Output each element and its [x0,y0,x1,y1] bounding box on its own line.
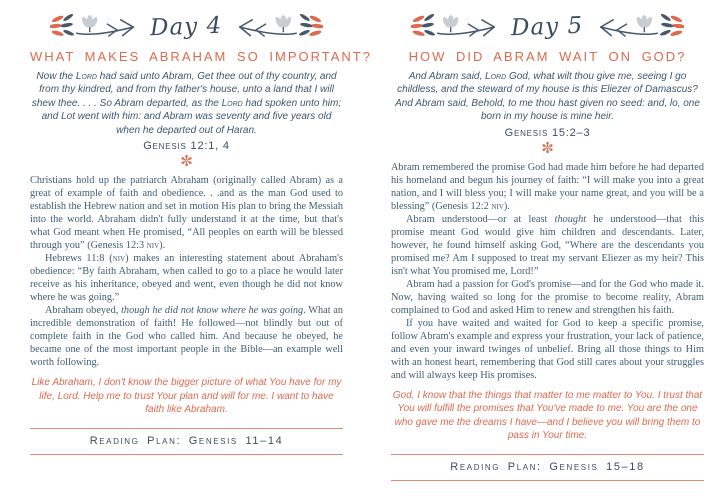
star-icon: ✼ [541,140,554,157]
leaf-arrow-ornament-left [50,13,138,42]
leaf-arrow-ornament-left [411,13,499,42]
paragraph: Abraham obeyed, though he did not know where he was going. What an incredible demonstration of faith! He followed—not blindly but out of complete faith in the God who called him. And because he obeyed, he became one of the most important people in the Bible—an example well worth following. [30,305,343,369]
page-left [30,10,372,504]
paragraph: Hebrews 11:8 (niv) makes an interesting statement about Abraham's obedience: “By faith Abraham, when called to go to a place he would later receive as his inheritance, obeyed and went, even though he did not know where he was going.” [30,253,343,304]
day-number: Day 4 [150,12,223,42]
page-title: WHAT MAKES ABRAHAM SO IMPORTANT? [30,49,372,64]
paragraph: Christians hold up the patriarch Abraham (originally called Abram) as a great of example of faith and obedience. . .and as the man God used to establish the Hebrew nation and set in motion His plan to bring the Messiah into the world. Abraham didn't fully understand it at the time, but that's what God meant when He promised, “All peoples on earth will be blessed through you” (Genesis 12:3 niv). [30,175,343,252]
prayer-text: God, I know that the things that matter to me matter to You. I trust that You will fulfill the promises that You've made to me. You are the one who gave me the dreams I have—and I believe you will bring them to pass in Your time. [392,389,703,442]
scripture-reference: Genesis 15:2–3 [504,126,591,139]
body-text [30,174,343,369]
leaf-arrow-ornament-right [596,13,684,42]
day-header [30,12,343,42]
reading-plan: Reading Plan: Genesis 11–14 [30,428,343,455]
prayer-text: Like Abraham, I don't know the bigger picture of what You have for my life, Lord. Help me to trust Your plan and will for me. I want to have faith like Abraham. [31,377,342,416]
scripture-quote: Now the Lord had said unto Abram, Get thee out of thy country, and from thy kindred, and from thy father's house, unto a land that I will shew thee. . . . So Abram departed, as the Lord had spoken unto him; and Lot went with him: and Abram was seventy and five years old when he departed out of Haran. [31,71,342,136]
leaf-arrow-ornament-right [235,13,323,42]
page-right [391,10,704,504]
reading-plan: Reading Plan: Genesis 15–18 [391,454,704,481]
scripture-reference: Genesis 12:1, 4 [143,140,230,153]
page-title: HOW DID ABRAM WAIT ON GOD? [408,49,687,64]
body-text [391,161,704,382]
day-header [391,12,704,42]
star-icon: ✼ [180,154,193,171]
paragraph: Abram remembered the promise God had made him before he had departed his homeland and begun his journey of faith: “I will make you into a great nation, and I will bless you; I will make your name great, and you will be a blessing” (Genesis 12:2 niv). [391,161,704,212]
day-number: Day 5 [511,12,584,42]
scripture-quote: And Abram said, Lord God, what wilt thou give me, seeing I go childless, and the steward of my house is this Eliezer of Damascus? And Abram said, Behold, to me thou hast given no seed: and, lo, one born in my house is mine heir. [395,71,700,123]
paragraph: Abram had a passion for God's promise—and for the God who made it. Now, having waited so long for the promise to become reality, Abram complained to God and asked Him to renew and strengthen his faith. [391,278,704,316]
paragraph: If you have waited and waited for God to keep a specific promise, follow Abram's example and express your frustration, your lack of patience, and even your inward twinges of unbelief. Bring all those things to Him with an honest heart, remembering that God still cares about your struggles and will always keep His promises. [391,317,704,381]
paragraph: Abram understood—or at least thought he understood—that this promise meant God would give him children and descendants. Later, however, he found himself asking God, “Where are the descendants you promised me? Am I supposed to treat my servant Eliezer as my heir? This isn't what You promised me, Lord!” [391,213,704,277]
